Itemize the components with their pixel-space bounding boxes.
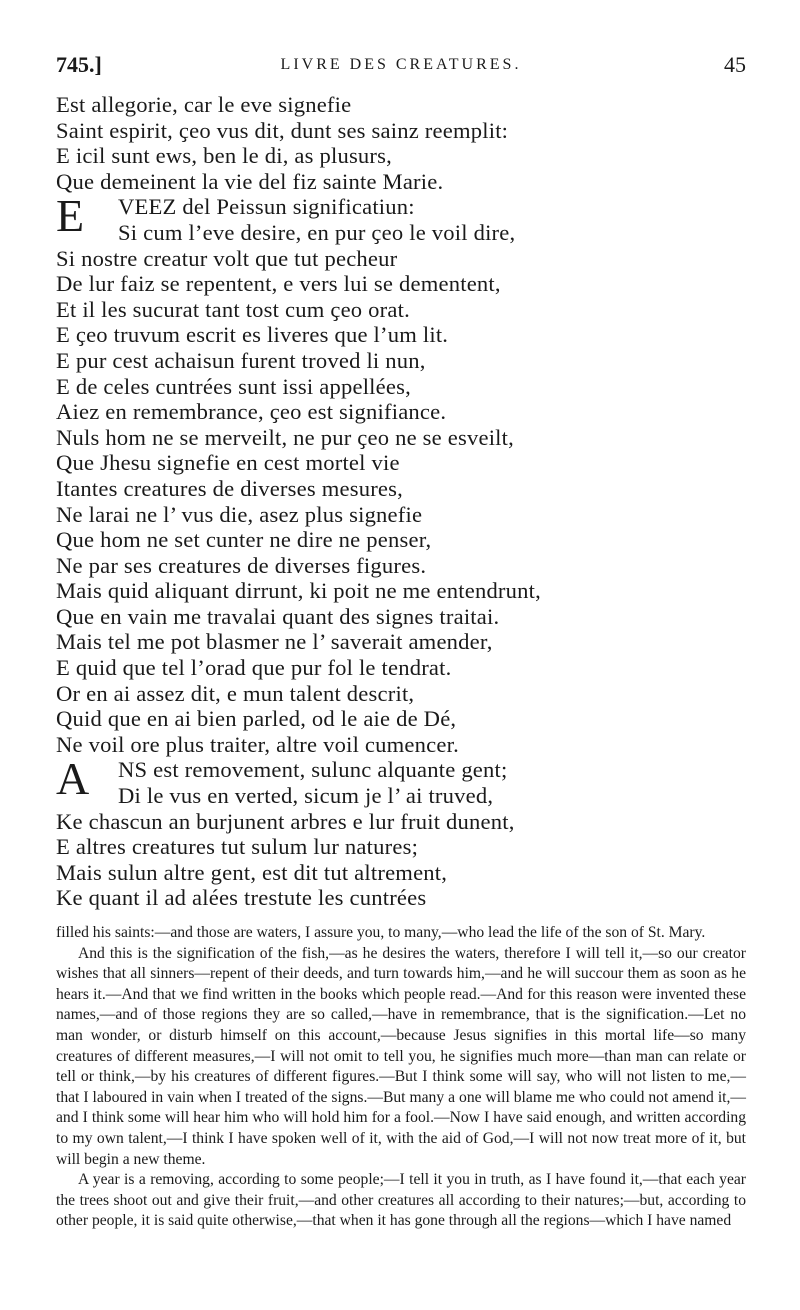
verse-line-text: Saint espirit, ҫeo vus dit, dunt ses sainz reemplit: xyxy=(56,117,509,143)
verse-line-text: Ke chascun an burjunent arbres e lur fruit dunent, xyxy=(56,808,515,834)
verse-line-text: Mais sulun altre gent, est dit tut altrement, xyxy=(56,859,448,885)
verse-line xyxy=(56,374,746,400)
verse-line-text: E ҫeo truvum escrit es liveres que l’um lit. xyxy=(56,322,449,348)
verse-line xyxy=(56,681,746,707)
verse-line-text: E quid que tel l’orad que pur fol le tendrat. xyxy=(56,655,452,681)
verse-line-text: De lur faiz se repentent, e vers lui se dementent, xyxy=(56,271,501,297)
verse-line-text: Ne voil ore plus traiter, altre voil cumencer. xyxy=(56,731,459,757)
verse-line-text: Aiez en remembrance, ҫeo est signifiance. xyxy=(56,399,447,425)
verse-line xyxy=(56,553,746,579)
verse-line xyxy=(56,348,746,374)
verse-line xyxy=(56,629,746,655)
verse-line-text: Itantes creatures de diverses mesures, xyxy=(56,475,403,501)
verse-line-text: Et il les sucurat tant tost cum ҫeo orat. xyxy=(56,296,410,322)
verse-line xyxy=(56,322,746,348)
verse-line xyxy=(56,246,746,272)
verse-line-text: Ne par ses creatures de diverses figures. xyxy=(56,552,427,578)
verse-line xyxy=(56,706,746,732)
verse-line-text: E icil sunt ews, ben le di, as plusurs, xyxy=(56,143,392,169)
verse-line xyxy=(56,271,746,297)
verse-line-text: Que demeinent la vie del fiz sainte Marie. xyxy=(56,168,444,194)
section-number: 745.] xyxy=(56,52,102,77)
verse-line-text: Nuls hom ne se merveilt, ne pur ҫeo ne se esveilt, xyxy=(56,424,514,450)
verse-line xyxy=(56,450,746,476)
verse-line-text: Quid que en ai bien parled, od le aie de Dé, xyxy=(56,706,457,732)
verse-line-text: Ne larai ne l’ vus die, asez plus signefie xyxy=(56,501,423,527)
verse-line xyxy=(56,220,746,246)
verse-line-text: Que hom ne set cunter ne dire ne penser, xyxy=(56,527,432,553)
verse-line xyxy=(56,297,746,323)
verse-line-text: Or en ai assez dit, e mun talent descrit, xyxy=(56,680,415,706)
verse-line xyxy=(56,834,746,860)
verse-line xyxy=(56,169,746,195)
verse-line xyxy=(56,399,746,425)
drop-initial: A xyxy=(56,753,90,805)
verse-line xyxy=(56,425,746,451)
verse-line xyxy=(56,143,746,169)
verse-line xyxy=(56,732,746,758)
verse-line-text: Ke quant il ad alées trestute les cuntrées xyxy=(56,885,427,911)
translation-paragraph: And this is the signification of the fish,—as he desires the waters, therefore I will tell it,—so our creator wishes that all sinners—repent of their deeds, and turn towards him,—and he will succour them as soon as he hears it.—And that we find written in the books which people read.—And for this reason were invented these names,—and of those regions they are so called,—have in remembrance, that is the signification.—Let no man wonder, or disturb himself on this account,—because Jesus signifies in this mortal life—so many creatures of different measures,—I will not omit to tell you, he signifies much more—than man can relate or tell or think,—by his creatures of different figures.—But I think some will say, who will not listen to me,—that I laboured in vain when I treated of the signs.—But many a one will blame me who could not amend it,—and I think some will hear him who will hold him for a fool.—Now I have said enough, and written according to my own talent,—I think I have spoken well of it, with the aid of God,—I will not now treat more of it, but will begin a new theme. xyxy=(56,944,746,1168)
verse-line xyxy=(56,527,746,553)
book-page xyxy=(56,52,746,1232)
verse-line-text: Que Jhesu signefie en cest mortel vie xyxy=(56,450,400,476)
verse-line xyxy=(56,885,746,911)
verse-line xyxy=(56,655,746,681)
verse-line-text: Est allegorie, car le eve signefie xyxy=(56,92,352,117)
verse-line xyxy=(56,118,746,144)
verse-line xyxy=(56,604,746,630)
running-head xyxy=(56,52,746,92)
running-title: LIVRE DES CREATURES. xyxy=(280,56,522,73)
verse-line-text: Si nostre creatur volt que tut pecheur xyxy=(56,245,398,271)
verse-line-text: VEEZ del Peissun significatiun: xyxy=(118,194,415,220)
page-number: 45 xyxy=(724,52,746,77)
verse-line-text: E de celes cuntrées sunt issi appellées, xyxy=(56,373,411,399)
translation-paragraph: A year is a removing, according to some people;—I tell it you in truth, as I have found it,—that each year the trees shoot out and give their fruit,—and other creatures all according to their natures;—but, according to other people, it is said quite otherwise,—that when it has gone through all the regions—which I have named xyxy=(56,1171,746,1230)
verse-line-text: E pur cest achaisun furent troved li nun, xyxy=(56,347,426,373)
verse-line-text: Di le vus en verted, sicum je l’ ai truved, xyxy=(118,783,494,809)
verse-line-text: Mais tel me pot blasmer ne l’ saverait amender, xyxy=(56,629,493,655)
verse-line xyxy=(56,860,746,886)
translation-paragraph: filled his saints:—and those are waters, I assure you, to many,—who lead the life of the son of St. Mary. xyxy=(56,924,706,941)
verse-line xyxy=(56,476,746,502)
verse-line-text: Si cum l’eve desire, en pur ҫeo le voil dire, xyxy=(118,219,516,245)
verse-line xyxy=(56,783,746,809)
verse-line xyxy=(56,502,746,528)
verse-line-text: NS est removement, sulunc alquante gent; xyxy=(118,757,508,783)
verse-line-text: Mais quid aliquant dirrunt, ki poit ne me entendrunt, xyxy=(56,578,541,604)
drop-initial: E xyxy=(56,190,85,242)
verse-line-text: E altres creatures tut sulum lur natures; xyxy=(56,834,419,860)
translation-text xyxy=(56,923,746,1232)
verse-line xyxy=(56,809,746,835)
verse-line xyxy=(56,578,746,604)
verse-line xyxy=(56,92,746,118)
verse-text xyxy=(56,92,746,911)
verse-line-text: Que en vain me travalai quant des signes traitai. xyxy=(56,603,500,629)
